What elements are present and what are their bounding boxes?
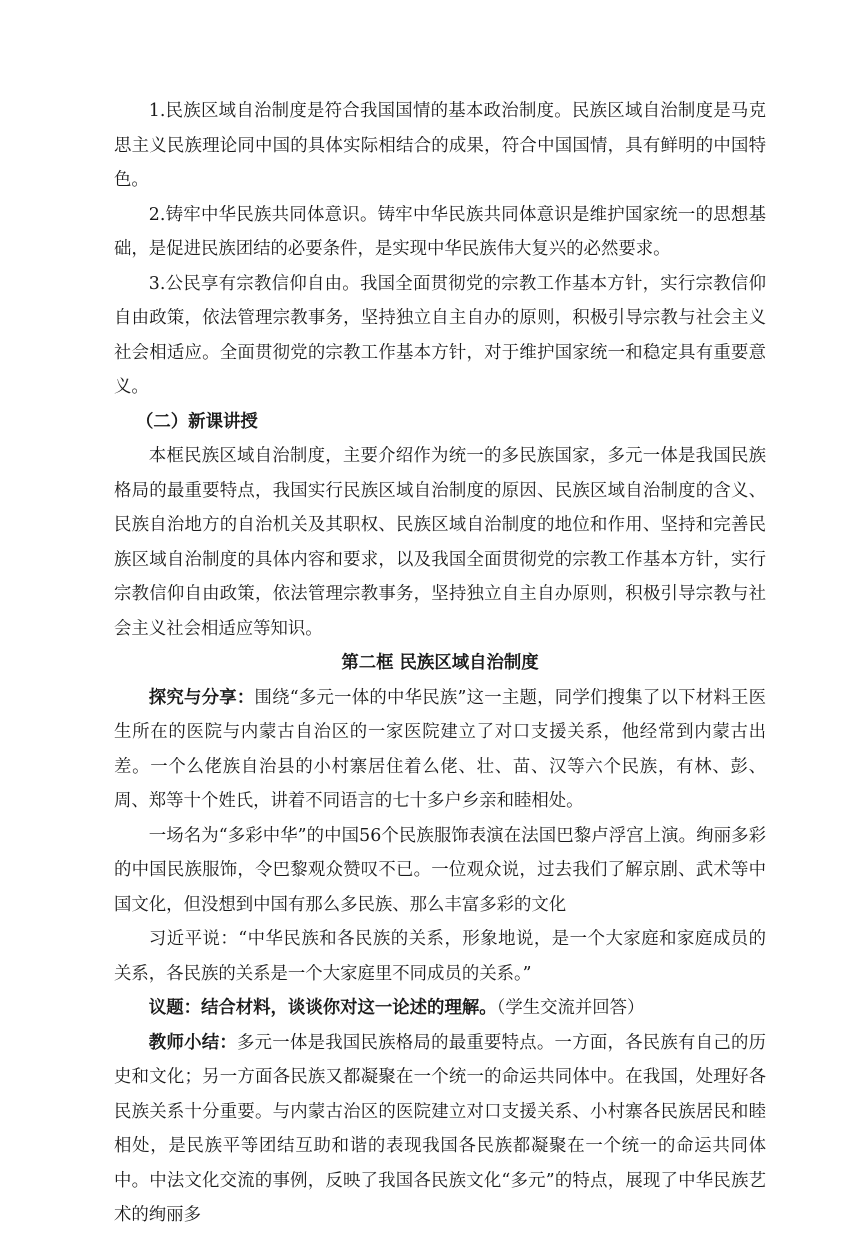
explore-paragraph — [114, 681, 766, 819]
summary-label: 教师小结： — [148, 1032, 238, 1053]
paragraph-point-1: 1.民族区域自治制度是符合我国国情的基本政治制度。民族区域自治制度是马克思主义民族理论同中国的具体实际相结合的成果，符合中国国情，具有鲜明的中国特色。 — [114, 101, 766, 190]
paragraph-point-2: 2.铸牢中华民族共同体意识。铸牢中华民族共同体意识是维护国家统一的思想基础，是促进民族团结的必要条件，是实现中华民族伟大复兴的必然要求。 — [114, 204, 766, 259]
issue-label: 议题：结合材料，谈谈你对这一论述的理解。 — [148, 998, 497, 1018]
paragraph-point-3: 3.公民享有宗教信仰自由。我国全面贯彻党的宗教工作基本方针，实行宗教信仰自由政策，依法管理宗教事务，坚持独立自主自办的原则，积极引导宗教与社会主义社会相适应。全面贯彻党的宗教工作基本方针，对于维护国家统一和稳定具有重要意义。 — [114, 273, 766, 397]
issue-note: （学生交流并回答） — [496, 998, 645, 1018]
material-2-paragraph: 一场名为“多彩中华”的中国56个民族服饰表演在法国巴黎卢浮宫上演。绚丽多彩的中国民族服饰，令巴黎观众赞叹不已。一位观众说，过去我们了解京剧、武术等中国文化，但没想到中国有那么多民族、那么丰富多彩的文化 — [114, 825, 766, 915]
document-body — [114, 94, 766, 1233]
explore-text: 围绕“多元一体的中华民族”这一主题，同学们搜集了以下材料王医生所在的医院与内蒙古自治区的一家医院建立了对口支援关系，他经常到内蒙古出差。一个么佬族自治县的小村寨居住着么佬、壮、苗、汉等六个民族，有林、彭、周、郑等十个姓氏，讲着不同语言的七十多户乡亲和睦相处。 — [114, 687, 766, 811]
explore-label: 探究与分享： — [148, 687, 255, 708]
lesson-title: 第二框 民族区域自治制度 — [341, 653, 539, 673]
summary-paragraph — [114, 1026, 766, 1233]
material-3-paragraph: 习近平说：“中华民族和各民族的关系，形象地说，是一个大家庭和家庭成员的关系，各民族的关系是一个大家庭里不同成员的关系。” — [114, 929, 766, 984]
issue-paragraph — [114, 991, 766, 1026]
intro-paragraph: 本框民族区域自治制度，主要介绍作为统一的多民族国家，多元一体是我国民族格局的最重要特点，我国实行民族区域自治制度的原因、民族区域自治制度的含义、民族自治地方的自治机关及其职权、民族区域自治制度的地位和作用、坚持和完善民族区域自治制度的具体内容和要求，以及我国全面贯彻党的宗教工作基本方针，实行宗教信仰自由政策，依法管理宗教事务，坚持独立自主自办原则，积极引导宗教与社会主义社会相适应等知识。 — [114, 446, 766, 639]
section-heading: （二）新课讲授 — [136, 411, 258, 432]
summary-text: 多元一体是我国民族格局的最重要特点。一方面，各民族有自己的历史和文化；另一方面各民族又都凝聚在一个统一的命运共同体中。在我国，处理好各民族关系十分重要。与内蒙古治区的医院建立对口支援关系、小村寨各民族居民和睦相处，是民族平等团结互助和谐的表现我国各民族都凝聚在一个统一的命运共同体中。中法文化交流的事例，反映了我国各民族文化“多元”的特点，展现了中华民族艺术的绚丽多 — [114, 1032, 766, 1225]
